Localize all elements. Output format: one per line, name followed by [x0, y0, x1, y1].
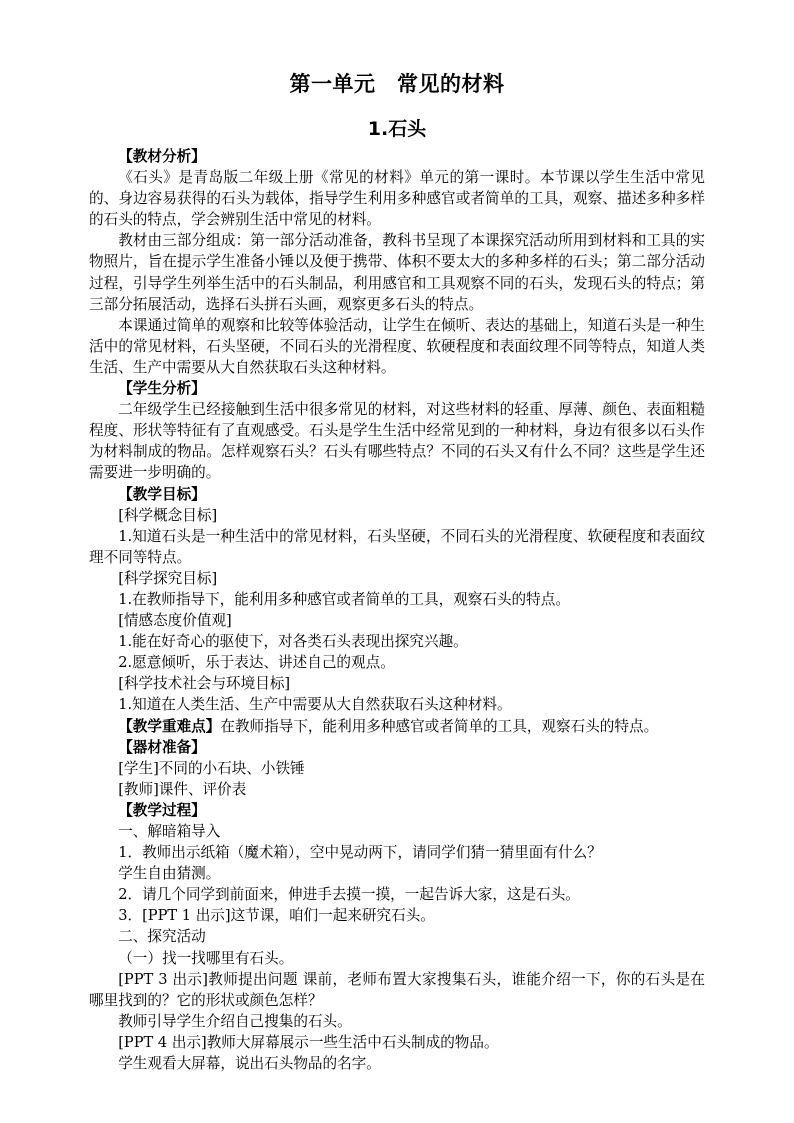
- attitude-goal-2: 2.愿意倾听，乐于表达、讲述自己的观点。: [118, 654, 395, 672]
- key-points: [89, 716, 705, 737]
- materials-students: [学生]不同的小石块、小铁锤: [118, 759, 305, 777]
- process-sub-1-heading: （一）找一找哪里有石头。: [118, 949, 294, 967]
- process-step-2: 2．请几个同学到前面来，伸进手去摸一摸，一起告诉大家，这是石头。: [118, 886, 580, 904]
- stse-goal-heading: [科学技术社会与环境目标]: [118, 675, 291, 693]
- textbook-analysis-paragraph-3: 本课通过简单的观察和比较等体验活动，让学生在倾听、表达的基础上，知道石头是一种生活中的常见材料，石头坚硬，不同石头的光滑程度、软硬程度和表面纹理不同等特点，知道人类生活、生产中需要从大自然获取石头这种材料。: [89, 316, 705, 376]
- textbook-analysis-paragraph-1: 《石头》是青岛版二年级上册《常见的材料》单元的第一课时。本节课以学生生活中常见的、身边容易获得的石头为载体，指导学生利用多种感官或者简单的工具，观察、描述多种多样的石头的特点，学会辨别生活中常见的材料。: [89, 169, 705, 229]
- stse-goal-1: 1.知道在人类生活、生产中需要从大自然获取石头这种材料。: [118, 696, 512, 714]
- process-ppt4: [PPT 4 出示]教师大屏幕展示一些生活中石头制成的物品。: [118, 1033, 499, 1051]
- process-ppt4-response: 学生观看大屏幕，说出石头物品的名字。: [118, 1055, 381, 1073]
- materials-heading: 【器材准备】: [118, 738, 206, 756]
- document-body: [89, 146, 705, 1074]
- process-heading: 【教学过程】: [118, 801, 206, 819]
- textbook-analysis-paragraph-2: 教材由三部分组成：第一部分活动准备，教科书呈现了本课探究活动所用到材料和工具的实物照片，旨在提示学生准备小锤以及便于携带、体积不要太大的多种多样的石头；第二部分活动过程，引导学生列举生活中的石头制品，利用感官和工具观察不同的石头，发现石头的特点；第三部分拓展活动，选择石头拼石头画，观察更多石头的特点。: [89, 232, 705, 313]
- lesson-title: 1.石头: [367, 118, 427, 140]
- process-step-3: 3．[PPT 1 出示]这节课，咱们一起来研究石头。: [118, 907, 435, 925]
- process-ppt3: [PPT 3 出示]教师提出问题 课前，老师布置大家搜集石头，谁能介绍一下，你的石头是在哪里找到的？它的形状或颜色怎样？: [89, 970, 705, 1009]
- inquiry-goal-1: 1.在教师指导下，能利用多种感官或者简单的工具，观察石头的特点。: [118, 590, 570, 608]
- unit-title: 第一单元 常见的材料: [289, 72, 505, 96]
- textbook-analysis-heading: 【教材分析】: [118, 148, 206, 165]
- process-step-1: 1．教师出示纸箱（魔术箱），空中晃动两下，请同学们猜一猜里面有什么？: [118, 844, 602, 862]
- process-ppt3-response: 教师引导学生介绍自己搜集的石头。: [118, 1012, 352, 1030]
- student-analysis-heading: 【学生分析】: [118, 380, 206, 398]
- concept-goal-1: 1.知道石头是一种生活中的常见材料，石头坚硬，不同石头的光滑程度、软硬程度和表面纹理不同等特点。: [89, 527, 705, 566]
- inquiry-goal-heading: [科学探究目标]: [118, 569, 218, 587]
- materials-teacher: [教师]课件、评价表: [118, 780, 247, 798]
- process-part-2-heading: 二、探究活动: [118, 928, 206, 946]
- process-step-1-response: 学生自由猜测。: [118, 865, 221, 883]
- attitude-goal-1: 1.能在好奇心的驱使下，对各类石头表现出探究兴趣。: [118, 633, 468, 651]
- key-points-text: 在教师指导下，能利用多种感官或者简单的工具，观察石头的特点。: [220, 717, 659, 735]
- concept-goal-heading: [科学概念目标]: [118, 506, 218, 524]
- teaching-goals-heading: 【教学目标】: [118, 485, 206, 503]
- key-points-label: 【教学重难点】: [118, 717, 221, 735]
- student-analysis-paragraph: 二年级学生已经接触到生活中很多常见的材料，对这些材料的轻重、厚薄、颜色、表面粗糙程度、形状等特征有了直观感受。石头是学生生活中经常见到的一种材料，身边有很多以石头作为材料制成的物品。怎样观察石头？石头有哪些特点？不同的石头又有什么不同？这些是学生还需要进一步明确的。: [89, 401, 705, 482]
- process-part-1-heading: 一、解暗箱导入: [118, 823, 221, 840]
- attitude-goal-heading: [情感态度价值观]: [118, 612, 232, 630]
